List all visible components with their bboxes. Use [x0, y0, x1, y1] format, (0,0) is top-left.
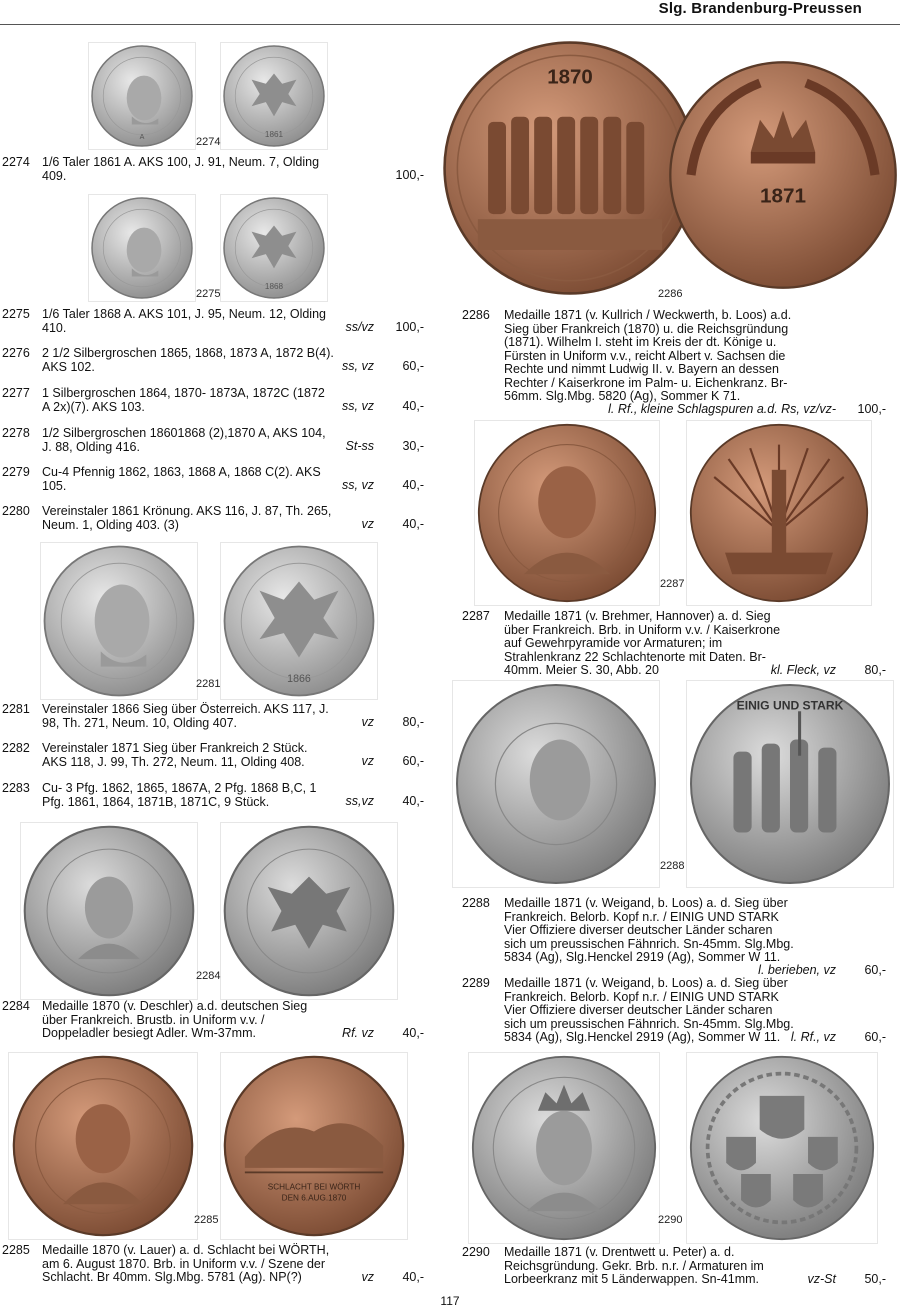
lot-2286 — [462, 309, 886, 419]
lot-number: 2278 — [2, 426, 30, 440]
lot-2287 — [462, 610, 886, 680]
lot-2276 — [2, 347, 424, 375]
plate-number-2285: 2285 — [194, 1214, 219, 1226]
lot-grade: vz — [361, 1270, 374, 1284]
lot-grade: ss,vz — [345, 794, 374, 808]
lot-description: Medaille 1871 (v. Brehmer, Hannover) a. d. Sieg über Frankreich. Brb. in Uniform v.v. / Kaiserkrone auf Gewehrpyramide vor Armaturen; im Strahlenkranz 22 Schlachtenorte mit Daten. Br- 40mm. Meier S. 30, Abb. 20 — [504, 609, 781, 677]
coin-photo-2281-obverse — [40, 542, 198, 700]
lot-number: 2279 — [2, 465, 30, 479]
lot-number: 2288 — [462, 896, 490, 910]
coin-photo-2287-obverse — [474, 420, 660, 606]
coin-photo-2285-obverse — [8, 1052, 198, 1240]
lot-description: 1/6 Taler 1861 A. AKS 100, J. 91, Neum. 7, Olding 409. — [42, 155, 320, 183]
lot-grade: St-ss — [345, 439, 374, 453]
plate-number-2275: 2275 — [196, 288, 221, 300]
svg-text:DEN 6.AUG.1870: DEN 6.AUG.1870 — [281, 1193, 347, 1203]
lot-price: 80,- — [864, 663, 886, 677]
page-number: 117 — [440, 1294, 460, 1308]
soldiers-medal-icon — [689, 683, 891, 885]
plate-number-2288: 2288 — [660, 860, 685, 872]
pewter-medal-icon — [455, 683, 657, 885]
eagle-medal-icon — [223, 825, 395, 997]
pewter-medal-icon — [471, 1055, 657, 1241]
lot-number: 2281 — [2, 702, 30, 716]
lot-number: 2275 — [2, 307, 30, 321]
lot-number: 2287 — [462, 609, 490, 623]
lot-price: 100,- — [395, 168, 424, 182]
coin-photo-2290-reverse — [686, 1052, 878, 1244]
silver-coin-icon — [91, 45, 193, 147]
coin-photo-2274-reverse — [220, 42, 328, 150]
bronze-medal-icon — [11, 1055, 195, 1237]
lot-2285 — [2, 1244, 424, 1286]
lot-price: 60,- — [402, 359, 424, 373]
lot-description: Cu- 3 Pfg. 1862, 1865, 1867A, 2 Pfg. 1868 B,C, 1 Pfg. 1861, 1864, 1871B, 1871C, 9 Stück. — [42, 781, 317, 809]
lot-price: 50,- — [864, 1272, 886, 1286]
lot-grade: vz-St — [807, 1272, 836, 1286]
lot-2282 — [2, 742, 424, 770]
lot-2290 — [462, 1246, 886, 1288]
lot-description: Vereinstaler 1861 Krönung. AKS 116, J. 87, Th. 265, Neum. 1, Olding 403. (3) — [42, 504, 332, 532]
lot-number: 2274 — [2, 155, 30, 169]
lot-price: 60,- — [864, 1030, 886, 1044]
lot-price: 60,- — [402, 754, 424, 768]
lot-price: 40,- — [402, 1270, 424, 1284]
coin-photo-2287-reverse — [686, 420, 872, 606]
coin-photo-2275-reverse — [220, 194, 328, 302]
lot-description: 2 1/2 Silbergroschen 1865, 1868, 1873 A, 1872 B(4). AKS 102. — [42, 346, 334, 374]
silver-coin-icon — [91, 197, 193, 299]
lot-grade: vz — [361, 517, 374, 531]
coin-photo-2275-obverse — [88, 194, 196, 302]
svg-text:EINIG UND STARK: EINIG UND STARK — [736, 698, 844, 713]
lot-grade: ss/vz — [345, 320, 374, 334]
pewter-medal-icon — [23, 825, 195, 997]
lot-number: 2286 — [462, 308, 490, 322]
bronze-medal-icon — [442, 40, 698, 296]
crown-medal-icon — [668, 60, 898, 290]
eagle-coin-icon — [223, 45, 325, 147]
eagle-coin-icon — [223, 545, 375, 697]
coin-photo-2281-reverse — [220, 542, 378, 700]
lot-description: Vereinstaler 1866 Sieg über Österreich. AKS 117, J. 98, Th. 271, Neum. 10, Olding 407. — [42, 702, 329, 730]
svg-text:1868: 1868 — [264, 281, 284, 291]
lot-description: Vereinstaler 1871 Sieg über Frankreich 2 Stück. AKS 118, J. 99, Th. 272, Neum. 11, Olding 408. — [42, 741, 308, 769]
coin-photo-2288-obverse — [452, 680, 660, 888]
lot-2283 — [2, 782, 424, 810]
lot-description: Medaille 1871 (v. Weigand, b. Loos) a. d. Sieg über Frankreich. Belorb. Kopf n.r. / EINIG UND STARK Vier Offiziere diverser deutscher Länder scharen sich um preussischen Fähnrich. Sn-45mm. Slg.Mbg. 5834 (Ag), Slg.Henckel 2919 (Ag), Sommer W 11. — [504, 896, 794, 964]
lot-2275 — [2, 308, 424, 336]
svg-text:A: A — [139, 132, 145, 141]
lot-number: 2282 — [2, 741, 30, 755]
lot-price: 40,- — [402, 399, 424, 413]
lot-description: Cu-4 Pfennig 1862, 1863, 1868 A, 1868 C(2). AKS 105. — [42, 465, 321, 493]
lot-description: Medaille 1871 (v. Kullrich / Weckwerth, b. Loos) a.d. Sieg über Frankreich (1870) u. die Reichsgründung (1871). Wilhelm I. steht im Kreis der dt. Könige u. Fürsten in Uniform v.v., reicht Albert v. Sachsen die Rechte und nimmt Ludwig II. v. Bayern an dessen Rechter / Kaiserkrone im Palm- u. Eichenkranz. Br- 56mm. Slg.Mbg. 5820 (Ag), Sommer K 71. — [504, 308, 792, 403]
lot-price: 40,- — [402, 1026, 424, 1040]
svg-text:SCHLACHT BEI WÖRTH: SCHLACHT BEI WÖRTH — [267, 1182, 361, 1192]
lot-description: 1/2 Silbergroschen 18601868 (2),1870 A, AKS 104, J. 88, Olding 416. — [42, 426, 326, 454]
coat-of-arms-medal-icon — [689, 1055, 875, 1241]
plate-number-2274: 2274 — [196, 136, 221, 148]
lot-description: Medaille 1871 (v. Weigand, b. Loos) a. d. Sieg über Frankreich. Belorb. Kopf n.r. / EINIG UND STARK Vier Offiziere diverser deutscher Länder scharen sich um preussischen Fähnrich. Sn-45mm. Slg.Mbg. 5834 (Ag), Slg.Henckel 2919 (Ag), Sommer W 11. — [504, 976, 794, 1044]
lot-number: 2289 — [462, 976, 490, 990]
plate-number-2286: 2286 — [658, 288, 683, 300]
plate-number-2281: 2281 — [196, 678, 221, 690]
silver-coin-icon — [43, 545, 195, 697]
lot-number: 2285 — [2, 1243, 30, 1257]
svg-text:1861: 1861 — [264, 129, 284, 139]
header-rule — [0, 24, 900, 25]
coin-photo-2285-reverse — [220, 1052, 408, 1240]
lot-grade: vz — [361, 754, 374, 768]
lot-price: 60,- — [864, 963, 886, 977]
lot-grade: l. berieben, vz — [758, 963, 836, 977]
coin-photo-2288-reverse — [686, 680, 894, 888]
lot-2280 — [2, 505, 424, 533]
lot-price: 30,- — [402, 439, 424, 453]
lot-price: 40,- — [402, 478, 424, 492]
lot-price: 100,- — [857, 402, 886, 416]
plate-number-2290: 2290 — [658, 1214, 683, 1226]
lot-2279 — [2, 466, 424, 494]
plate-number-2287: 2287 — [660, 578, 685, 590]
lot-2289 — [462, 977, 886, 1047]
lot-description: Medaille 1870 (v. Lauer) a. d. Schlacht bei WÖRTH, am 6. August 1870. Brb. in Uniform v.v. / Szene der Schlacht. Br 40mm. Slg.Mbg. 5781 (Ag). NP(?) — [42, 1243, 330, 1284]
lot-number: 2284 — [2, 999, 30, 1013]
lot-grade: vz — [361, 715, 374, 729]
lot-description: Medaille 1870 (v. Deschler) a.d. deutschen Sieg über Frankreich. Brustb. in Uniform v.v. / Doppeladler besiegt Adler. Wm-37mm. — [42, 999, 308, 1040]
coin-photo-2286 — [440, 32, 900, 294]
lot-description: 1/6 Taler 1868 A. AKS 101, J. 95, Neum. 12, Olding 410. — [42, 307, 326, 335]
lot-2277 — [2, 387, 424, 415]
lot-price: 80,- — [402, 715, 424, 729]
lot-grade: ss, vz — [342, 399, 374, 413]
lot-2274 — [2, 156, 424, 184]
coin-photo-2284-obverse — [20, 822, 198, 1000]
lot-number: 2277 — [2, 386, 30, 400]
lot-grade: kl. Fleck, vz — [770, 663, 836, 677]
plate-number-2284: 2284 — [196, 970, 221, 982]
lot-2281 — [2, 703, 424, 731]
svg-text:1870: 1870 — [547, 65, 593, 89]
lot-2284 — [2, 1000, 424, 1042]
lot-number: 2276 — [2, 346, 30, 360]
lot-number: 2290 — [462, 1245, 490, 1259]
coin-photo-2290-obverse — [468, 1052, 660, 1244]
lot-2278 — [2, 427, 424, 455]
lot-price: 40,- — [402, 517, 424, 531]
lot-grade: Rf. vz — [342, 1026, 374, 1040]
lot-grade: l. Rf., kleine Schlagspuren a.d. Rs, vz/vz- — [608, 402, 836, 416]
svg-text:1866: 1866 — [287, 672, 311, 685]
lot-grade: l. Rf., vz — [790, 1030, 836, 1044]
lot-number: 2280 — [2, 504, 30, 518]
lot-number: 2283 — [2, 781, 30, 795]
page-header-title: Slg. Brandenburg-Preussen — [658, 0, 862, 17]
coin-photo-2274-obverse — [88, 42, 196, 150]
lot-description: 1 Silbergroschen 1864, 1870- 1873A, 1872C (1872 A 2x)(7). AKS 103. — [42, 386, 325, 414]
lot-grade: ss, vz — [342, 359, 374, 373]
lot-grade: ss, vz — [342, 478, 374, 492]
coin-photo-2284-reverse — [220, 822, 398, 1000]
lot-2288 — [462, 897, 886, 977]
lot-price: 100,- — [395, 320, 424, 334]
svg-text:1871: 1871 — [759, 184, 807, 208]
sunburst-medal-icon — [689, 423, 869, 603]
eagle-coin-icon — [223, 197, 325, 299]
bronze-medal-icon — [477, 423, 657, 603]
lot-price: 40,- — [402, 794, 424, 808]
lot-description: Medaille 1871 (v. Drentwett u. Peter) a. d. Reichsgründung. Gekr. Brb. n.r. / Armaturen im Lorbeerkranz mit 5 Länderwappen. Sn-41mm. — [504, 1245, 764, 1286]
battle-scene-medal-icon — [223, 1055, 405, 1237]
